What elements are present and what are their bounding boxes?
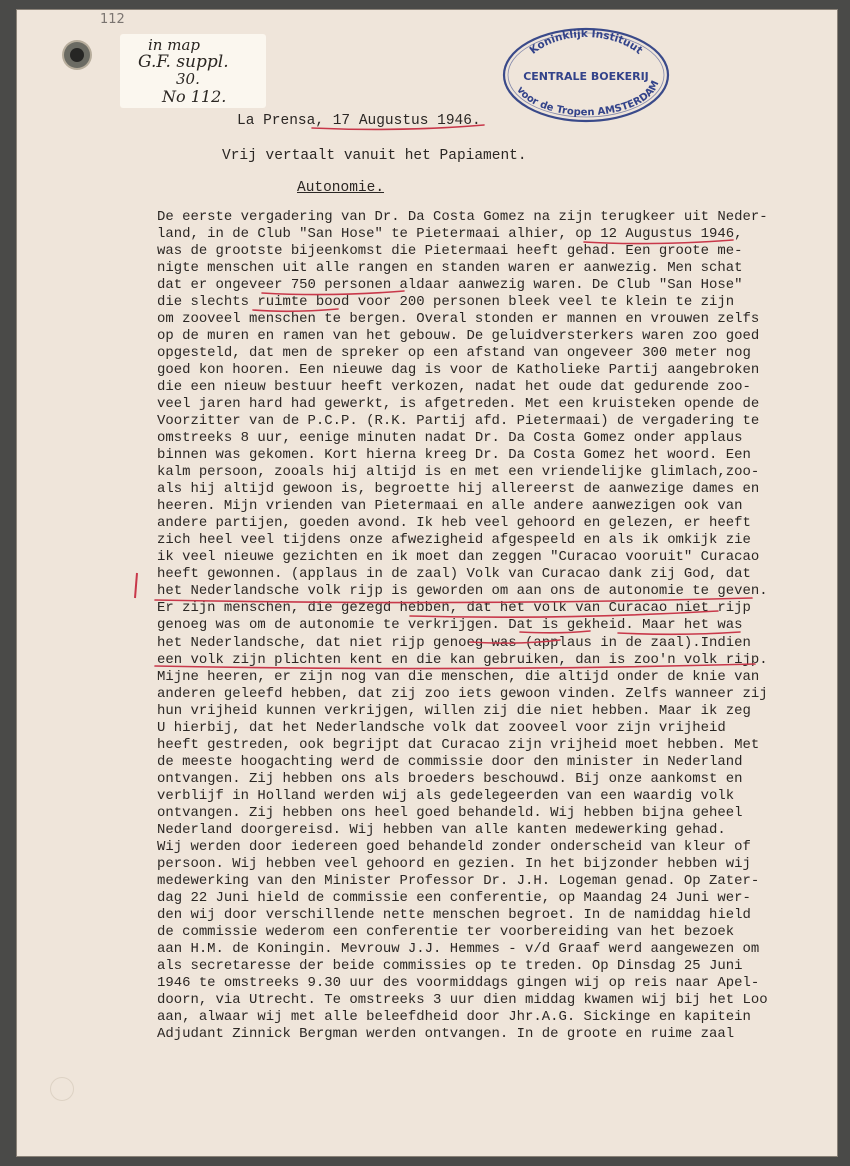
body-line: anderen geleefd hebben, dat zij zoo iets gewoon vinden. Zelfs wanneer zij (157, 685, 768, 702)
body-line: den wij door verschillende nette menschen begroet. In de namiddag hield (157, 906, 751, 923)
body-line: ik veel nieuwe gezichten en ik moet dan zeggen "Curacao vooruit" Curacao (157, 549, 760, 566)
body-line: U hierbij, dat het Nederlandsche volk dat zooveel voor zijn vrijheid (157, 719, 726, 736)
body-line: nigte menschen uit alle rangen en standen waren er aanwezig. Men schat (157, 260, 743, 277)
body-line: op de muren en ramen van het gebouw. De geluidversterkers waren zoo goed (157, 328, 760, 345)
body-line: het Nederlandsche volk rijp is geworden om aan ons de autonomie te geven. (157, 583, 768, 600)
body-line: als hij altijd gewoon is, begroette hij allereerst de aanwezige dames en (157, 481, 760, 498)
body-line: land, in de Club "San Hose" te Pietermaai alhier, op 12 Augustus 1946, (157, 226, 743, 243)
body-line: een volk zijn plichten kent en die kan gebruiken, dan is zoo'n volk rijp. (157, 651, 768, 668)
body-line: heeren. Mijn vrienden van Pietermaai en alle andere aanwezigen ook van (157, 498, 743, 515)
body-line: aan, alwaar wij met alle beleefdheid door Jhr.A.G. Sickinge en kapitein (157, 1008, 751, 1025)
body-line: Mijne heeren, er zijn nog van die menschen, die altijd onder de knie van (157, 668, 760, 685)
library-stamp (500, 25, 672, 125)
body-line: andere partijen, goeden avond. Ik heb veel gehoord en gelezen, er heeft (157, 515, 751, 532)
body-line: was de grootste bijeenkomst die Pietermaai heeft gehad. Een groote me- (157, 243, 743, 260)
body-line: als secretaresse der beide commissies op te treden. Op Dinsdag 25 Juni (157, 957, 743, 974)
body-line: 1946 te omstreeks 9.30 uur des voormiddags gingen wij op reis naar Apel- (157, 974, 760, 991)
punch-hole-faint (50, 1077, 74, 1101)
body-line: Nederland doorgereisd. Wij hebben van alle kanten medewerking gehad. (157, 821, 726, 838)
body-line: om zooveel menschen te bergen. Overal stonden er mannen en vrouwen zelfs (157, 311, 760, 328)
document-title: Autonomie. (297, 180, 385, 196)
stamp-line: Koninklijk Instituut (527, 27, 645, 57)
body-line: omstreeks 8 uur, eenige minuten nadat Dr. Da Costa Gomez onder applaus (157, 430, 743, 447)
body-line: de commissie wederom een conferentie ter voorbereiding van het bezoek (157, 923, 735, 940)
punch-hole (64, 42, 90, 68)
source-line: La Prensa, 17 Augustus 1946. (237, 113, 481, 129)
body-line: kalm persoon, zooals hij altijd is en met een vriendelijke glimlach,zoo- (157, 464, 760, 481)
body-line: ontvangen. Zij hebben ons heel goed behandeld. Wij hebben bijna geheel (157, 804, 743, 821)
body-line: goed kon hooren. Een nieuwe dag is voor de Katholieke Partij aangebroken (157, 362, 760, 379)
stamp-line: CENTRALE BOEKERIJ (523, 70, 649, 83)
body-line: veel jaren hard had gewerkt, is afgetreden. Met een kruisteken opende de (157, 396, 760, 413)
body-line: heeft gestreden, ook begrijpt dat Curacao zijn vrijheid moet hebben. Met (157, 736, 760, 753)
body-line: Wij werden door iedereen goed behandeld zonder onderscheid van kleur of (157, 838, 751, 855)
body-line: doorn, via Utrecht. Te omstreeks 3 uur dien middag kwamen wij bij het Loo (157, 991, 768, 1008)
body-line: heeft gewonnen. (applaus in de zaal) Volk van Curacao dank zij God, dat (157, 566, 751, 583)
body-line: hun vrijheid kunnen verkrijgen, willen zij die niet hebben. Maar ik zeg (157, 702, 751, 719)
body-line: de meeste hoogachting werd de commissie door den minister in Nederland (157, 753, 743, 770)
stamp-line: voor de Tropen AMSTERDAM (514, 79, 662, 119)
page-number: 112 (100, 12, 125, 27)
body-line: dat er ongeveer 750 personen aldaar aanwezig waren. De Club "San Hose" (157, 277, 743, 294)
translation-note: Vrij vertaalt vanuit het Papiament. (222, 148, 527, 164)
body-line: die een nieuw bestuur heeft verkozen, nadat het oude dat gedurende zoo- (157, 379, 751, 396)
body-line: opgesteld, dat men de spreker op een afstand van ongeveer 300 meter nog (157, 345, 751, 362)
body-line: het Nederlandsche, dat niet rijp genoeg was (applaus in de zaal).Indien (157, 634, 751, 651)
body-line: verblijf in Holland werden wij als gedelegeerden van een waardig volk (157, 787, 735, 804)
svg-text:Koninklijk Instituut (527, 28, 644, 57)
body-line: die slechts ruimte bood voor 200 personen bleek veel te klein te zijn (157, 294, 735, 311)
label-line: G.F. suppl. (138, 52, 229, 72)
label-line: 30. (176, 70, 200, 88)
body-line: genoeg was om de autonomie te verkrijgen. Dat is gekheid. Maar het was (157, 617, 743, 634)
body-line: binnen was gekomen. Kort hierna kreeg Dr. Da Costa Gomez het woord. Een (157, 447, 751, 464)
body-line: Adjudant Zinnick Bergman werden ontvangen. In de groote en ruime zaal (157, 1025, 735, 1042)
body-line: ontvangen. Zij hebben ons als broeders beschouwd. Bij onze aankomst en (157, 770, 743, 787)
body-line: persoon. Wij hebben veel gehoord en gezien. In het bijzonder hebben wij (157, 855, 751, 872)
label-line: No 112. (162, 87, 227, 106)
body-line: dag 22 Juni hield de commissie een conferentie, op Maandag 24 Juni wer- (157, 889, 751, 906)
label-line: in map (148, 36, 200, 54)
body-line: Er zijn menschen, die gezegd hebben, dat het volk van Curacao niet rijp (157, 600, 751, 617)
body-line: aan H.M. de Koningin. Mevrouw J.J. Hemmes - v/d Graaf werd aangewezen om (157, 940, 760, 957)
body-line: zich heel veel tijdens onze afwezigheid afgespeeld en als ik omkijk zie (157, 532, 751, 549)
handwritten-label (120, 34, 266, 108)
body-line: medewerking van den Minister Professor Dr. J.H. Logeman genad. Op Zater- (157, 872, 760, 889)
body-line: Voorzitter van de P.C.P. (R.K. Partij afd. Pietermaai) de vergadering te (157, 413, 760, 430)
body-line: De eerste vergadering van Dr. Da Costa Gomez na zijn terugkeer uit Neder- (157, 209, 768, 225)
